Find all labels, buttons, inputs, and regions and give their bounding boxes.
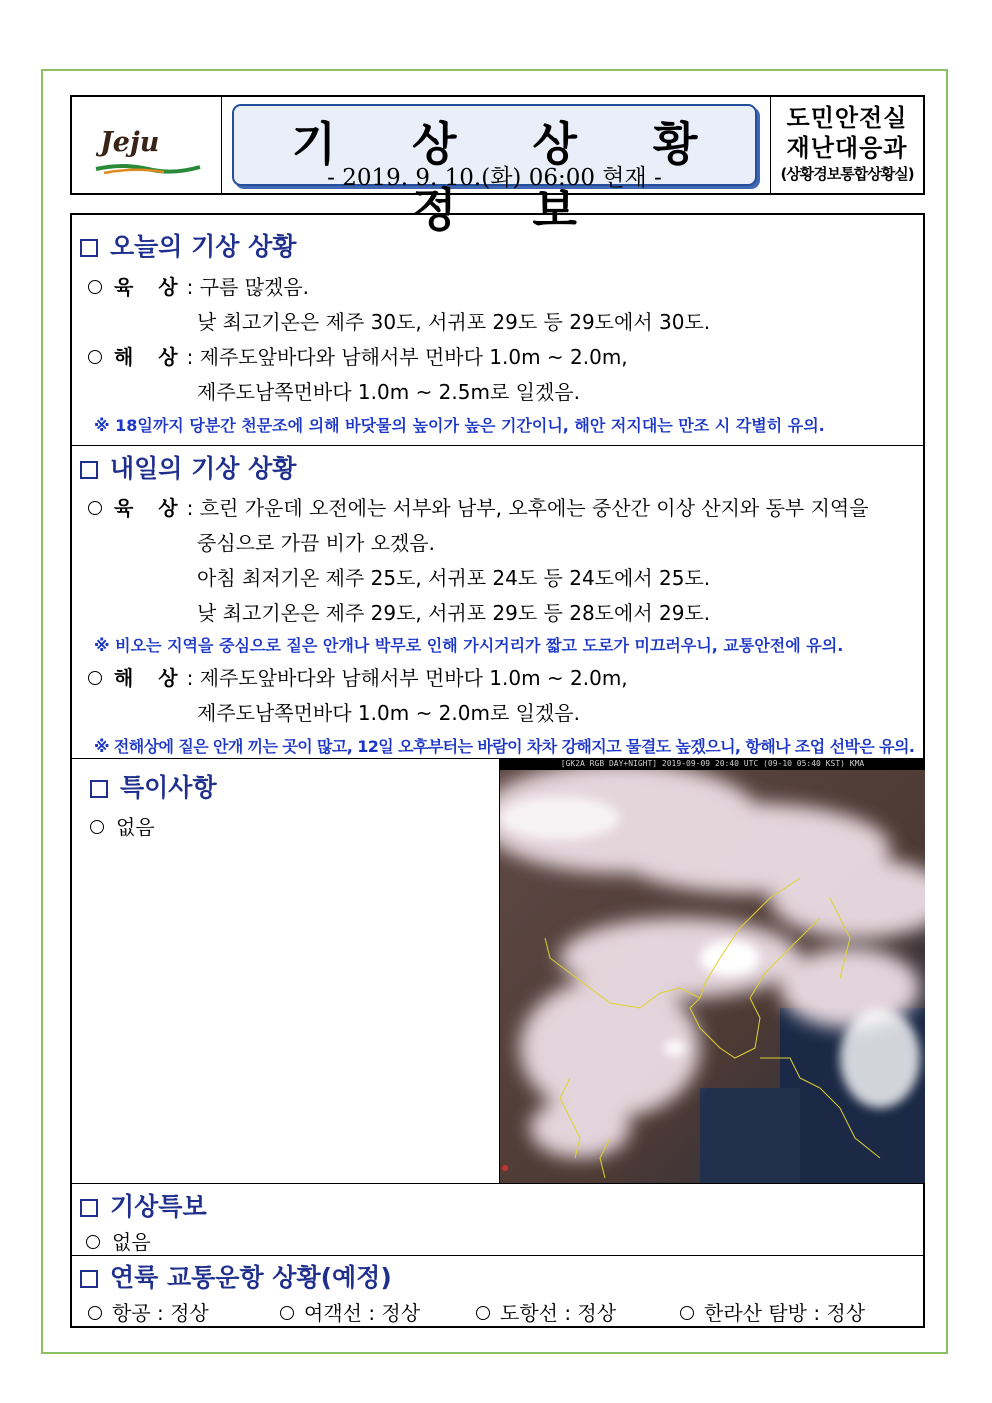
circle-bullet-icon bbox=[86, 1235, 100, 1249]
circle-bullet-icon bbox=[88, 350, 102, 364]
circle-bullet-icon bbox=[88, 501, 102, 515]
checkbox-icon bbox=[80, 1270, 98, 1288]
section-title-traffic: 연륙 교통운항 상황(예정) bbox=[80, 1258, 392, 1294]
tomorrow-land-line1: 육 상: 흐린 가운데 오전에는 서부와 남부, 오후에는 중산간 이상 산지와 동부 지역을 bbox=[88, 492, 869, 521]
jeju-logo: Jeju bbox=[100, 127, 160, 158]
circle-bullet-icon bbox=[88, 671, 102, 685]
checkbox-icon bbox=[90, 780, 108, 798]
circle-bullet-icon bbox=[476, 1306, 490, 1320]
circle-bullet-icon bbox=[280, 1306, 294, 1320]
section-title-tomorrow: 내일의 기상 상황 bbox=[80, 449, 296, 485]
document-header bbox=[70, 95, 925, 237]
logo-cell bbox=[72, 97, 222, 193]
tomorrow-sea-line2: 제주도남쪽먼바다 1.0m ~ 2.0m로 일겠음. bbox=[197, 701, 580, 725]
department-name: 도민안전실 bbox=[786, 104, 908, 132]
circle-bullet-icon bbox=[88, 1306, 102, 1320]
tomorrow-sea-line1: 해 상: 제주도앞바다와 남해서부 먼바다 1.0m ~ 2.0m, bbox=[88, 662, 628, 691]
circle-bullet-icon bbox=[88, 280, 102, 294]
traffic-item-ferry: 여객선 : 정상 bbox=[280, 1297, 420, 1326]
report-date: - 2019. 9. 10.(화) 06:00 현재 - bbox=[327, 165, 662, 191]
checkbox-icon bbox=[80, 239, 98, 257]
tomorrow-land-note: ※ 비오는 지역을 중심으로 짙은 안개나 박무로 인해 가시거리가 짧고 도로가 미끄러우니, 교통안전에 유의. bbox=[94, 636, 844, 655]
report-body bbox=[70, 213, 925, 1328]
satellite-caption: [GK2A RGB DAY+NIGHT] 2019-09-09 20:40 UTC (09-10 05:40 KST) KMA bbox=[500, 758, 925, 770]
today-sea-line1: 해 상: 제주도앞바다와 남해서부 먼바다 1.0m ~ 2.0m, bbox=[88, 341, 628, 370]
page-title: 기 상 상 황 정 보 bbox=[291, 117, 728, 237]
satellite-image bbox=[500, 758, 925, 1183]
traffic-item-islet-ferry: 도항선 : 정상 bbox=[476, 1297, 616, 1326]
satellite-image-graphic bbox=[500, 758, 925, 1183]
checkbox-icon bbox=[80, 1199, 98, 1217]
divider bbox=[72, 445, 923, 446]
today-sea-line2: 제주도남쪽먼바다 1.0m ~ 2.5m로 일겠음. bbox=[197, 380, 580, 404]
traffic-item-air: 항공 : 정상 bbox=[88, 1297, 209, 1326]
logo-swoosh-icon bbox=[94, 161, 202, 175]
office-name: (상황경보통합상황실) bbox=[780, 165, 914, 183]
section-title-warning: 기상특보 bbox=[80, 1187, 207, 1223]
section-title-today: 오늘의 기상 상황 bbox=[80, 227, 296, 263]
today-land-line2: 낮 최고기온은 제주 30도, 서귀포 29도 등 29도에서 30도. bbox=[197, 310, 711, 334]
traffic-item-hallasan: 한라산 탐방 : 정상 bbox=[680, 1297, 865, 1326]
today-note: ※ 18일까지 당분간 천문조에 의해 바닷물의 높이가 높은 기간이니, 해안 저지대는 만조 시 각별히 유의. bbox=[94, 416, 825, 435]
warning-item: 없음 bbox=[86, 1226, 151, 1255]
division-name: 재난대응과 bbox=[786, 134, 908, 162]
tomorrow-land-line2: 중심으로 가끔 비가 오겠음. bbox=[197, 531, 435, 555]
title-box bbox=[232, 104, 757, 237]
department-cell bbox=[770, 97, 923, 193]
checkbox-icon bbox=[80, 461, 98, 479]
tomorrow-land-line4: 낮 최고기온은 제주 29도, 서귀포 29도 등 28도에서 29도. bbox=[197, 601, 711, 625]
tomorrow-land-line3: 아침 최저기온 제주 25도, 서귀포 24도 등 24도에서 25도. bbox=[197, 566, 711, 590]
divider bbox=[72, 1255, 923, 1256]
circle-bullet-icon bbox=[90, 820, 104, 834]
section-title-special: 특이사항 bbox=[90, 768, 217, 804]
circle-bullet-icon bbox=[680, 1306, 694, 1320]
tomorrow-sea-note: ※ 전해상에 짙은 안개 끼는 곳이 많고, 12일 오후부터는 바람이 차차 강해지고 물결도 높겠으니, 항해나 조업 선박은 유의. bbox=[94, 737, 915, 756]
divider bbox=[72, 1183, 923, 1184]
special-item: 없음 bbox=[90, 811, 155, 840]
today-land-line1: 육 상: 구름 많겠음. bbox=[88, 271, 309, 300]
